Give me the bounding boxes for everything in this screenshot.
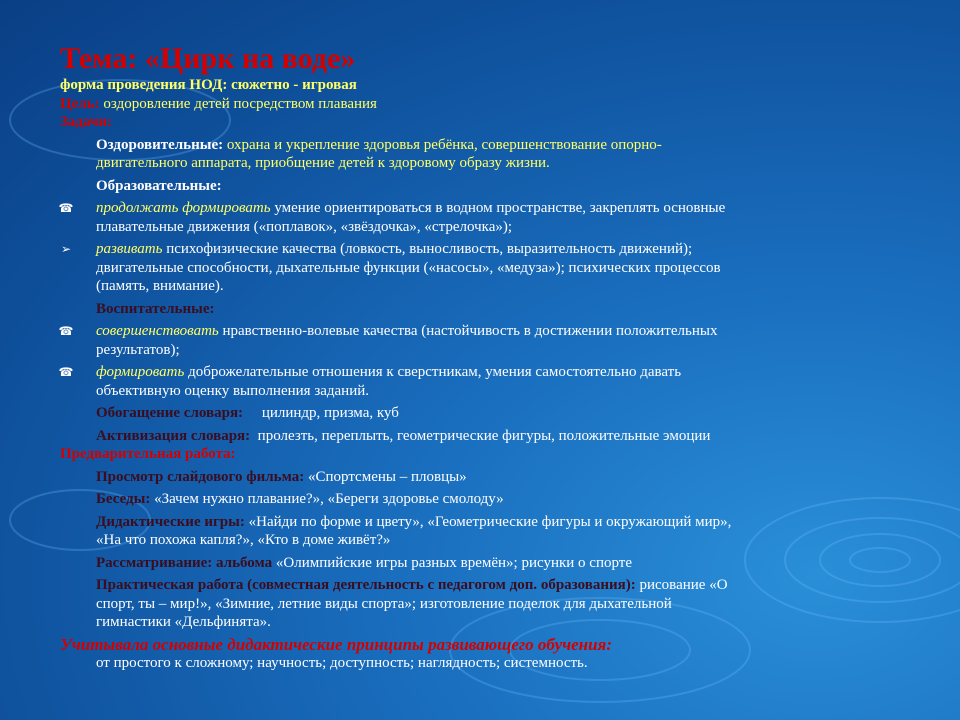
prep-practical-text-1: рисование «О: [635, 577, 728, 593]
prep-album-label: Рассматривание: альбома: [96, 554, 273, 571]
edu-item2-verb: развивать: [96, 241, 163, 257]
vocab-activate-text: пролезть, переплыть, геометрические фигуры, положительные эмоции: [250, 427, 711, 444]
vocab-enrich-text: цилиндр, призма, куб: [243, 405, 399, 421]
edu-item2-text-3: (память, внимание).: [96, 278, 224, 294]
prep-label: Предварительная работа:: [60, 446, 236, 462]
health-text-2: двигательного аппарата, приобщение детей к здоровому образу жизни.: [96, 155, 550, 171]
prep-practical-text-2: спорт, ты – мир!», «Зимние, летние виды спорта»; изготовление поделок для дыхательной: [96, 595, 672, 612]
list-item: [60, 199, 940, 236]
edu-item1-text-1: умение ориентироваться в водном пространстве, закреплять основные: [270, 200, 726, 216]
health-task: [60, 136, 940, 173]
slide-title: Тема: «Цирк на воде»: [60, 42, 356, 75]
phone-icon: ☎: [58, 324, 74, 338]
prep-film-text: «Спортсмены – пловцы»: [304, 468, 467, 485]
prep-games-text-2: «На что похожа капля?», «Кто в доме живёт?»: [96, 532, 391, 548]
list-item: [60, 322, 940, 359]
vocab-activate: [60, 427, 940, 446]
edu-item2-text-2a: двигательные: [96, 259, 184, 276]
slide-content: [60, 42, 940, 673]
educational-label: Образовательные:: [96, 177, 222, 194]
health-text-1: охрана и укрепление здоровья ребёнка, совершенствование опорно-: [223, 136, 662, 153]
prep-album-text: «Олимпийские игры разных времён»; рисунки о спорте: [272, 554, 633, 571]
prep-practical-text-3: гимнастики «Дельфинята».: [96, 614, 271, 630]
form-line: форма проведения НОД: сюжетно - игровая: [60, 77, 357, 93]
prep-album: [60, 554, 940, 573]
up-item1-text-2: результатов);: [96, 341, 180, 358]
edu-item2-text-1: психофизические качества (ловкость, выносливость, выразительность движений);: [162, 241, 693, 257]
edu-item1-verb: продолжать формировать: [96, 200, 271, 216]
up-item2-text-2: объективную оценку выполнения заданий.: [96, 382, 370, 399]
prep-games-text-1: «Найди по форме и цвету», «Геометрические фигуры и окружающий мир»,: [244, 513, 732, 530]
edu-item1-text-2: плавательные движения («поплавок», «звёздочка», «стрелочка»);: [96, 218, 513, 235]
prep-talks: [60, 490, 940, 509]
prep-talks-text: «Зачем нужно плавание?», «Береги здоровье смолоду»: [150, 491, 504, 507]
phone-icon: ☎: [58, 201, 74, 215]
goal-text: оздоровление детей посредством плавания: [99, 95, 377, 112]
vocab-enrich-label: Обогащение словаря:: [96, 405, 244, 421]
up-item2-text-1: доброжелательные отношения к сверстникам, умения самостоятельно давать: [184, 364, 682, 380]
principles-heading: Учитывала основные дидактические принципы развивающего обучения:: [60, 634, 612, 654]
prep-talks-label: Беседы:: [96, 491, 151, 507]
prep-film-label: Просмотр слайдового фильма:: [96, 468, 305, 485]
health-label: Оздоровительные:: [96, 136, 224, 153]
prep-games-label: Дидактические игры:: [96, 513, 245, 530]
list-item: [60, 240, 940, 296]
prep-games: [60, 513, 940, 550]
vocab-activate-label: Активизация словаря:: [96, 427, 251, 444]
goal-line: [60, 95, 940, 114]
phone-icon: ☎: [58, 365, 74, 379]
goal-label: Цель:: [60, 95, 100, 112]
prep-film: [60, 468, 940, 487]
upbringing-label: Воспитательные:: [96, 300, 215, 317]
vocab-enrich: [60, 404, 940, 423]
list-item: [60, 363, 940, 400]
edu-item2-text-2b: способности, дыхательные функции («насосы», «медуза»); психических процессов: [183, 259, 721, 276]
prep-practical-label: Практическая работа (совместная деятельность с педагогом доп. образования):: [96, 577, 636, 593]
prep-practical: [60, 576, 940, 632]
up-item1-verb: совершенствовать: [96, 323, 219, 339]
tasks-label: Задачи:: [60, 114, 113, 130]
arrow-icon: ➢: [60, 242, 72, 256]
up-item2-verb: формировать: [96, 364, 185, 380]
up-item1-text-1: нравственно-волевые качества (настойчивость в достижении положительных: [218, 323, 718, 339]
principles-text: от простого к сложному; научность; доступность; наглядность; системность.: [96, 655, 588, 671]
